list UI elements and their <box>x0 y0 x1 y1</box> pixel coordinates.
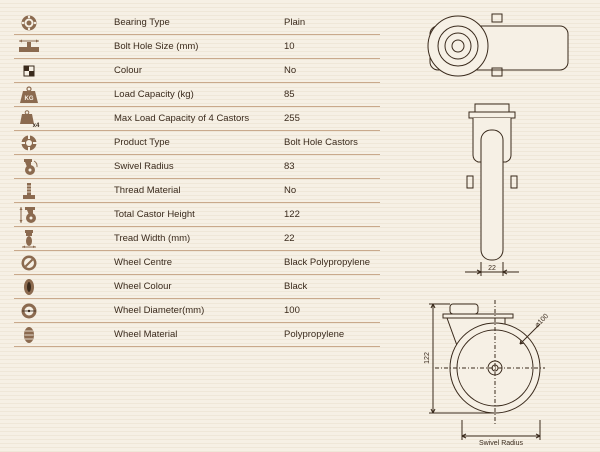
wheel-centre-icon <box>18 254 40 272</box>
spec-row-colour <box>14 60 380 83</box>
spec-row-tread-width <box>14 228 380 251</box>
wheel-diameter-icon <box>18 302 40 320</box>
technical-drawings <box>395 0 600 452</box>
spec-value: Bolt Hole Castors <box>284 137 358 148</box>
spec-row-wheel-colour <box>14 276 380 299</box>
spec-label: Total Castor Height <box>114 209 195 220</box>
spec-value: Black Polypropylene <box>284 257 371 268</box>
thread-material-icon <box>18 182 40 200</box>
spec-label: Wheel Centre <box>114 257 173 268</box>
colour-icon <box>18 62 40 80</box>
tread-width-icon <box>18 230 40 248</box>
spec-label: Load Capacity (kg) <box>114 89 194 100</box>
castor-front-view <box>429 300 545 440</box>
spec-row-wheel-material <box>14 324 380 347</box>
spec-label: Swivel Radius <box>114 161 174 172</box>
max-load-capacity-icon <box>18 110 40 128</box>
wheel-material-icon <box>18 326 40 344</box>
castor-side-view <box>465 104 519 276</box>
swivel-radius-dimension: Swivel Radius <box>479 440 523 447</box>
spec-value: 100 <box>284 305 300 316</box>
spec-row-thread-material <box>14 180 380 203</box>
spec-row-swivel-radius <box>14 156 380 179</box>
product-type-icon <box>18 134 40 152</box>
spec-row-bolt-hole-size <box>14 36 380 59</box>
tread-width-dimension: 22 <box>488 265 496 272</box>
spec-label: Product Type <box>114 137 170 148</box>
spec-row-wheel-diameter <box>14 300 380 323</box>
total-castor-height-icon <box>18 206 40 224</box>
castor-top-view <box>428 14 568 76</box>
spec-value: 122 <box>284 209 300 220</box>
spec-value: 85 <box>284 89 295 100</box>
spec-row-bearing-type <box>14 12 380 35</box>
swivel-radius-icon <box>18 158 40 176</box>
spec-label: Tread Width (mm) <box>114 233 191 244</box>
spec-label: Colour <box>114 65 142 76</box>
height-dimension: 122 <box>424 352 431 364</box>
spec-label: Bearing Type <box>114 17 170 28</box>
spec-value: 10 <box>284 41 295 52</box>
bolt-hole-size-icon <box>18 38 40 56</box>
spec-row-product-type <box>14 132 380 155</box>
kg-label: KG <box>24 96 34 102</box>
spec-row-total-castor-height <box>14 204 380 227</box>
spec-label: Max Load Capacity of 4 Castors <box>114 113 250 124</box>
spec-label: Bolt Hole Size (mm) <box>114 41 199 52</box>
spec-label: Wheel Material <box>114 329 178 340</box>
spec-value: No <box>284 185 297 196</box>
spec-value: 255 <box>284 113 300 124</box>
bearing-type-icon <box>18 14 40 32</box>
spec-label: Wheel Colour <box>114 281 172 292</box>
specification-table <box>14 12 380 348</box>
spec-row-max-load-capacity <box>14 108 380 131</box>
spec-label: Thread Material <box>114 185 181 196</box>
load-capacity-icon <box>18 86 40 104</box>
spec-value: 22 <box>284 233 295 244</box>
spec-label: Wheel Diameter(mm) <box>114 305 205 316</box>
spec-value: No <box>284 65 297 76</box>
spec-value: 83 <box>284 161 295 172</box>
spec-value: Polypropylene <box>284 329 345 340</box>
spec-row-wheel-centre <box>14 252 380 275</box>
spec-row-load-capacity <box>14 84 380 107</box>
spec-value: Black <box>284 281 308 292</box>
diameter-dimension: ⌀100 <box>533 312 551 330</box>
spec-value: Plain <box>284 17 306 28</box>
wheel-colour-icon <box>18 278 40 296</box>
x4-label: x4 <box>32 123 40 128</box>
